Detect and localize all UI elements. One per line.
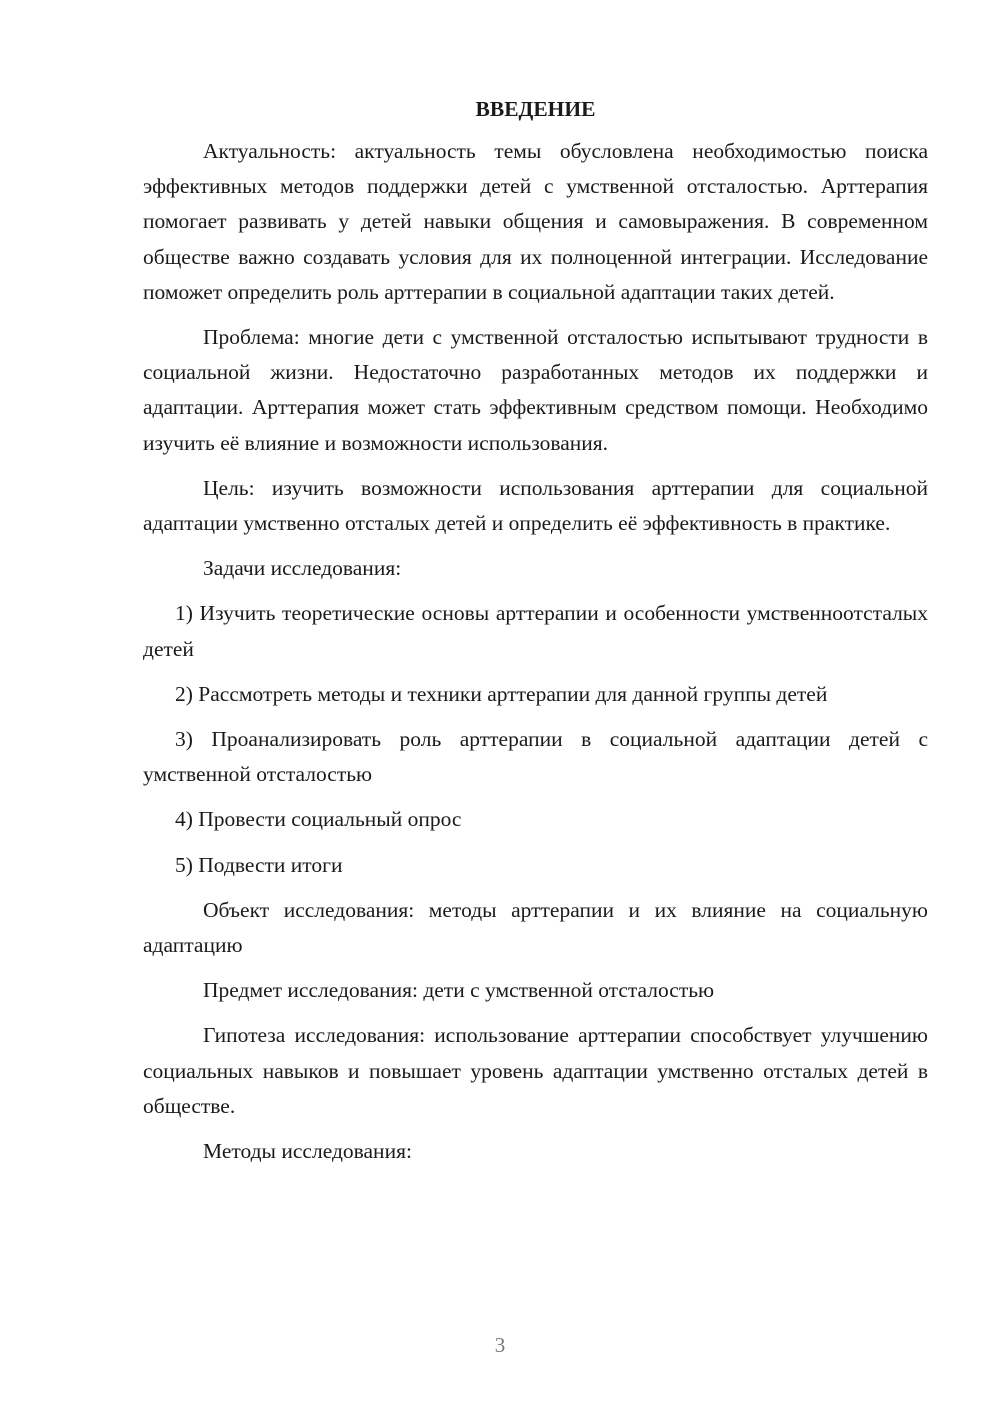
tasks-heading: Задачи исследования: xyxy=(203,556,402,581)
paragraph-methods: Методы исследования: xyxy=(203,1139,412,1164)
task-item-5: 5) Подвести итоги xyxy=(175,852,343,877)
task-item-4: 4) Провести социальный опрос xyxy=(175,807,462,832)
paragraph-problem: Проблема: многие дети с умственной отсталостью испытывают трудности в социальной жизни. Недостаточно разработанных методов их поддержки и адаптации. Арттерапия может стать эффективным средством помощи. Необходимо изучить её влияние и возможности использования. xyxy=(143,325,928,455)
task-item-1: 1) Изучить теоретические основы арттерапии и особенности умственноотсталых детей xyxy=(143,601,928,661)
paragraph-subject: Предмет исследования: дети с умственной отсталостью xyxy=(203,978,715,1003)
paragraph-goal: Цель: изучить возможности использования арттерапии для социальной адаптации умственно отсталых детей и определить её эффективность в практике. xyxy=(143,475,928,536)
task-item-2: 2) Рассмотреть методы и техники арттерапии для данной группы детей xyxy=(175,681,828,706)
page-title: ВВЕДЕНИЕ xyxy=(475,97,596,121)
document-page xyxy=(143,92,928,1179)
task-item-3: 3) Проанализировать роль арттерапии в социальной адаптации детей с умственной отсталостью xyxy=(143,727,928,787)
paragraph-relevance: Актуальность: актуальность темы обусловлена необходимостью поиска эффективных методов поддержки детей с умственной отсталостью. Арттерапия помогает развивать у детей навыки общения и самовыражения. В современном обществе важно создавать условия для их полноценной интеграции. Исследование поможет определить роль арттерапии в социальной адаптации таких детей. xyxy=(143,139,928,304)
paragraph-hypothesis: Гипотеза исследования: использование арттерапии способствует улучшению социальных навыков и повышает уровень адаптации умственно отсталых детей в обществе. xyxy=(143,1023,928,1118)
paragraph-object: Объект исследования: методы арттерапии и их влияние на социальную адаптацию xyxy=(143,897,928,958)
page-number: 3 xyxy=(494,1333,506,1357)
